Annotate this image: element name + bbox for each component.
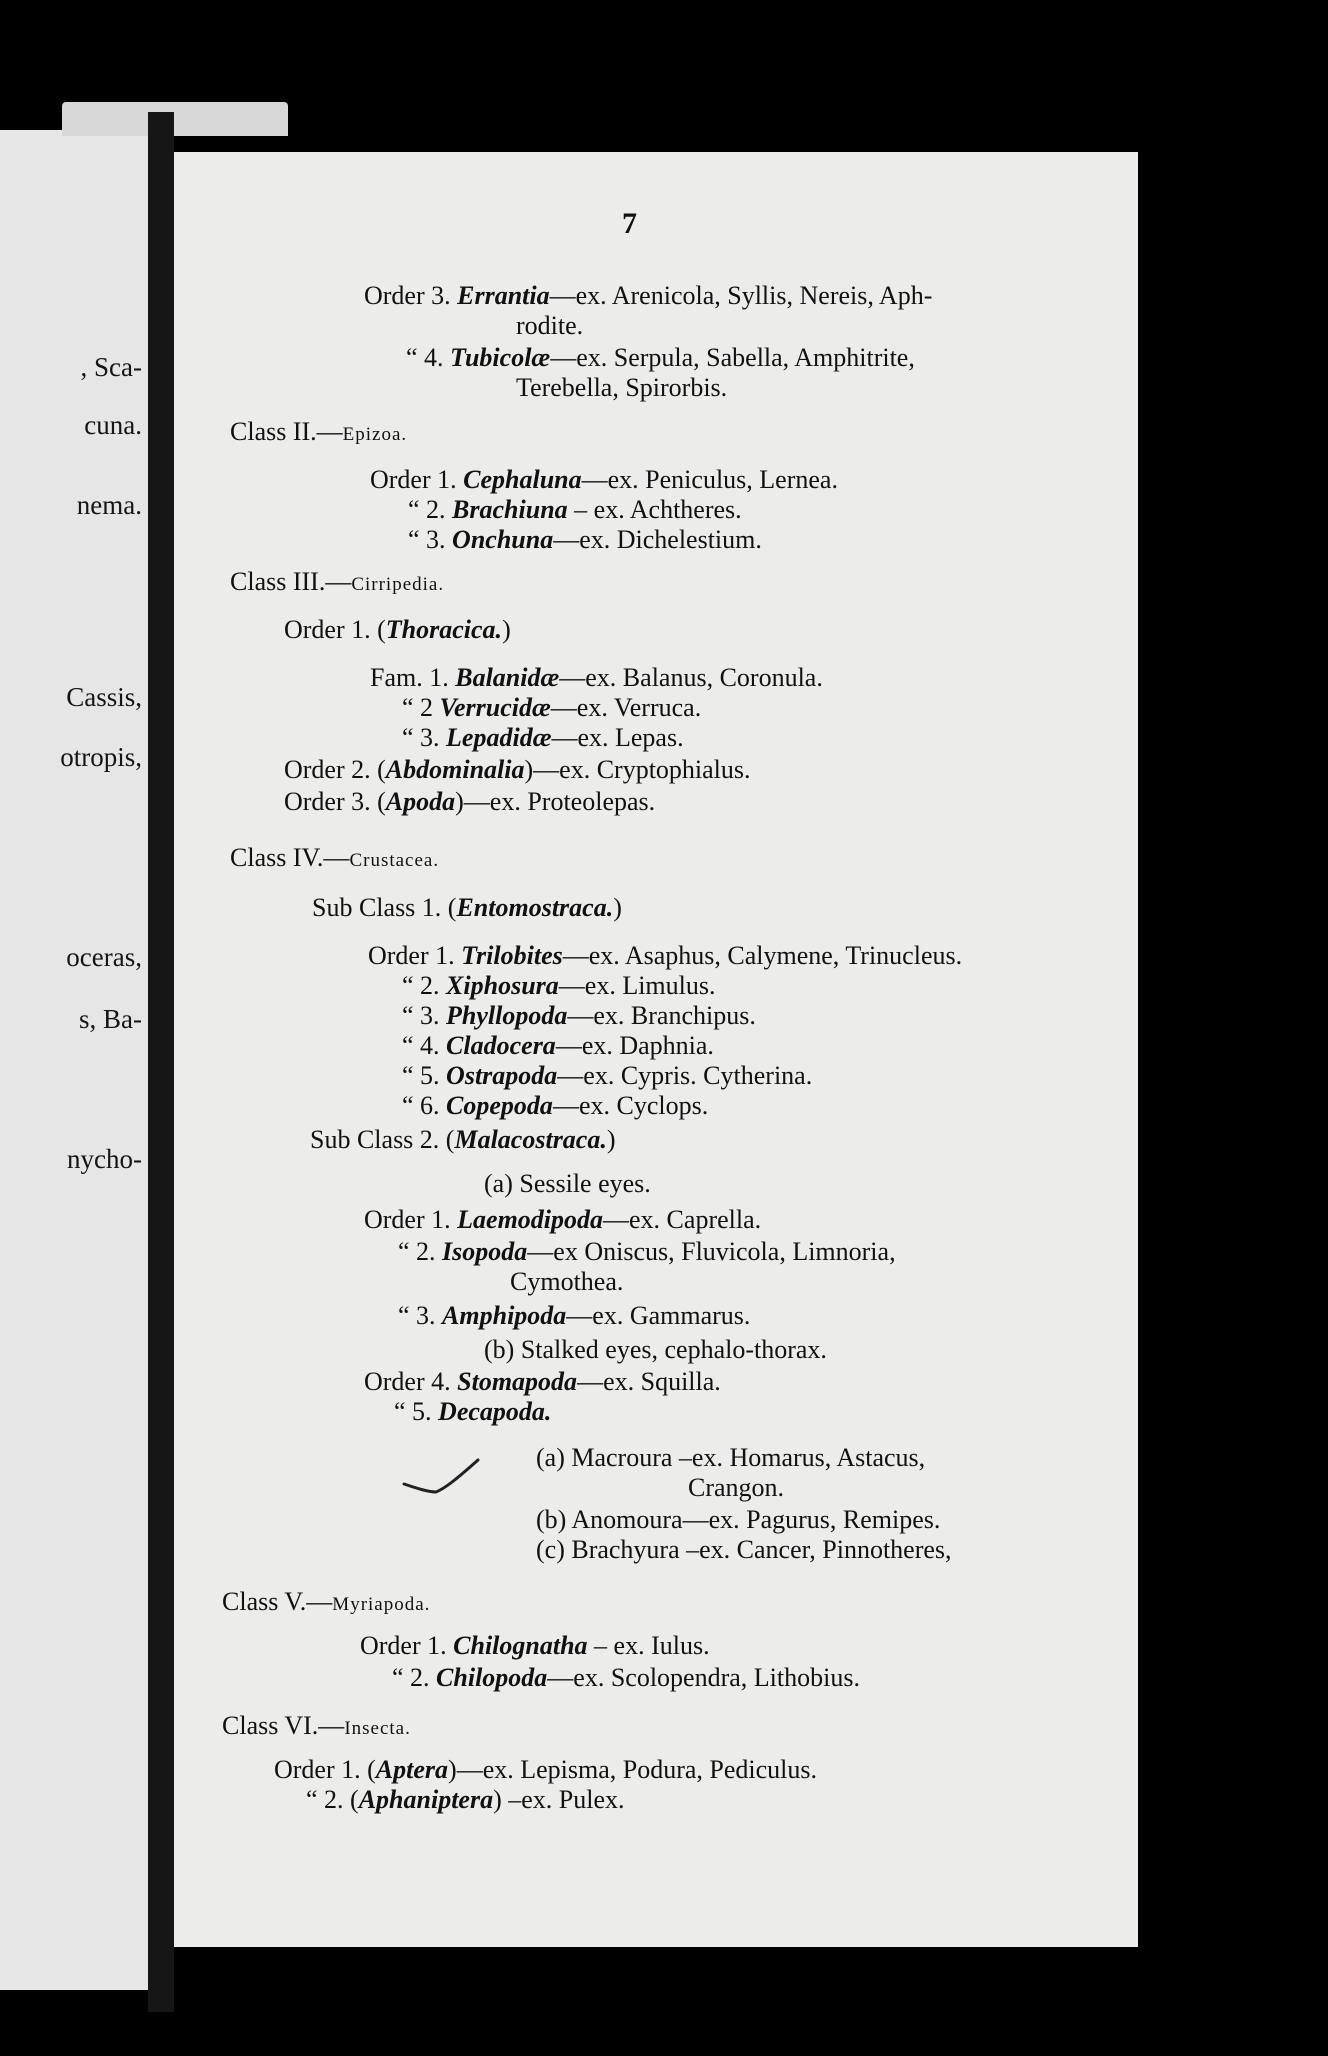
text-line: “ 2. Xiphosura—ex. Limulus.	[402, 971, 716, 1000]
text-line: “ 4. Cladocera—ex. Daphnia.	[402, 1031, 714, 1060]
text-line: “ 5. Ostrapoda—ex. Cypris. Cytherina.	[402, 1061, 813, 1090]
text-line: (a) Sessile eyes.	[484, 1169, 651, 1198]
class-heading: Class II.—Epizoa.	[230, 417, 408, 446]
text-line: “ 5. Decapoda.	[394, 1397, 552, 1426]
text-line: “ 3. Onchuna—ex. Dichelestium.	[408, 525, 762, 554]
left-fragment: otropis,	[60, 742, 142, 772]
text-line: “ 2. Chilopoda—ex. Scolopendra, Lithobius.	[392, 1663, 860, 1692]
text-line: rodite.	[516, 311, 584, 340]
class-heading: Class VI.—Insecta.	[222, 1711, 411, 1740]
book-gutter	[148, 112, 174, 2012]
class-heading: Class III.—Cirripedia.	[230, 567, 445, 596]
left-fragment: , Sca-	[80, 352, 142, 382]
text-line: “ 2. (Aphaniptera) –ex. Pulex.	[306, 1785, 625, 1814]
text-line: Order 1. (Thoracica.)	[284, 615, 511, 644]
text-line: (b) Stalked eyes, cephalo-thorax.	[484, 1335, 827, 1364]
text-line: “ 2. Brachiuna – ex. Achtheres.	[408, 495, 742, 524]
text-line: Fam. 1. Balanidæ—ex. Balanus, Coronula.	[370, 663, 823, 692]
text-line: Order 3. Errantia—ex. Arenicola, Syllis, Nereis, Aph-	[364, 281, 933, 310]
text-line: Order 2. (Abdominalia)—ex. Cryptophialus.	[284, 755, 751, 784]
page-number: 7	[622, 207, 637, 240]
text-line: “ 3. Amphipoda—ex. Gammarus.	[398, 1301, 751, 1330]
left-fragment: oceras,	[66, 942, 142, 972]
right-page	[174, 152, 1138, 1947]
text-line: Order 3. (Apoda)—ex. Proteolepas.	[284, 787, 656, 816]
text-line: Cymothea.	[510, 1267, 624, 1296]
text-line: Terebella, Spirorbis.	[516, 373, 728, 402]
text-line: (c) Brachyura –ex. Cancer, Pinnotheres,	[536, 1535, 952, 1564]
text-line: “ 6. Copepoda—ex. Cyclops.	[402, 1091, 709, 1120]
text-line: “ 3. Phyllopoda—ex. Branchipus.	[402, 1001, 756, 1030]
text-line: Order 1. Chilognatha – ex. Iulus.	[360, 1631, 710, 1660]
left-page	[0, 130, 148, 1990]
left-fragment: s, Ba-	[79, 1004, 142, 1034]
left-fragment: Cassis,	[66, 682, 142, 712]
text-line: “ 2. Isopoda—ex Oniscus, Fluvicola, Limnoria,	[398, 1237, 896, 1266]
text-line: Order 1. Cephaluna—ex. Peniculus, Lernea.	[370, 465, 838, 494]
class-heading: Class IV.—Crustacea.	[230, 843, 440, 872]
text-line: “ 3. Lepadidæ—ex. Lepas.	[402, 723, 684, 752]
text-line: Sub Class 1. (Entomostraca.)	[312, 893, 622, 922]
text-line: Order 4. Stomapoda—ex. Squilla.	[364, 1367, 721, 1396]
left-fragment: nycho-	[67, 1144, 142, 1174]
text-line: “ 4. Tubicolæ—ex. Serpula, Sabella, Amphitrite,	[406, 343, 915, 372]
text-line: Order 1. Laemodipoda—ex. Caprella.	[364, 1205, 762, 1234]
left-fragment: cuna.	[84, 410, 142, 440]
text-line: “ 2 Verrucidæ—ex. Verruca.	[402, 693, 702, 722]
text-line: Order 1. (Aptera)—ex. Lepisma, Podura, Pediculus.	[274, 1755, 818, 1784]
text-line: Crangon.	[688, 1473, 785, 1502]
text-line: (a) Macroura –ex. Homarus, Astacus,	[536, 1443, 926, 1472]
pencil-tick-mark	[402, 1458, 482, 1498]
text-line: Sub Class 2. (Malacostraca.)	[310, 1125, 616, 1154]
text-line: (b) Anomoura—ex. Pagurus, Remipes.	[536, 1505, 941, 1534]
class-heading: Class V.—Myriapoda.	[222, 1587, 431, 1616]
text-line: Order 1. Trilobites—ex. Asaphus, Calymene, Trinucleus.	[368, 941, 963, 970]
left-fragment: nema.	[76, 490, 142, 520]
page-tab	[62, 102, 288, 136]
